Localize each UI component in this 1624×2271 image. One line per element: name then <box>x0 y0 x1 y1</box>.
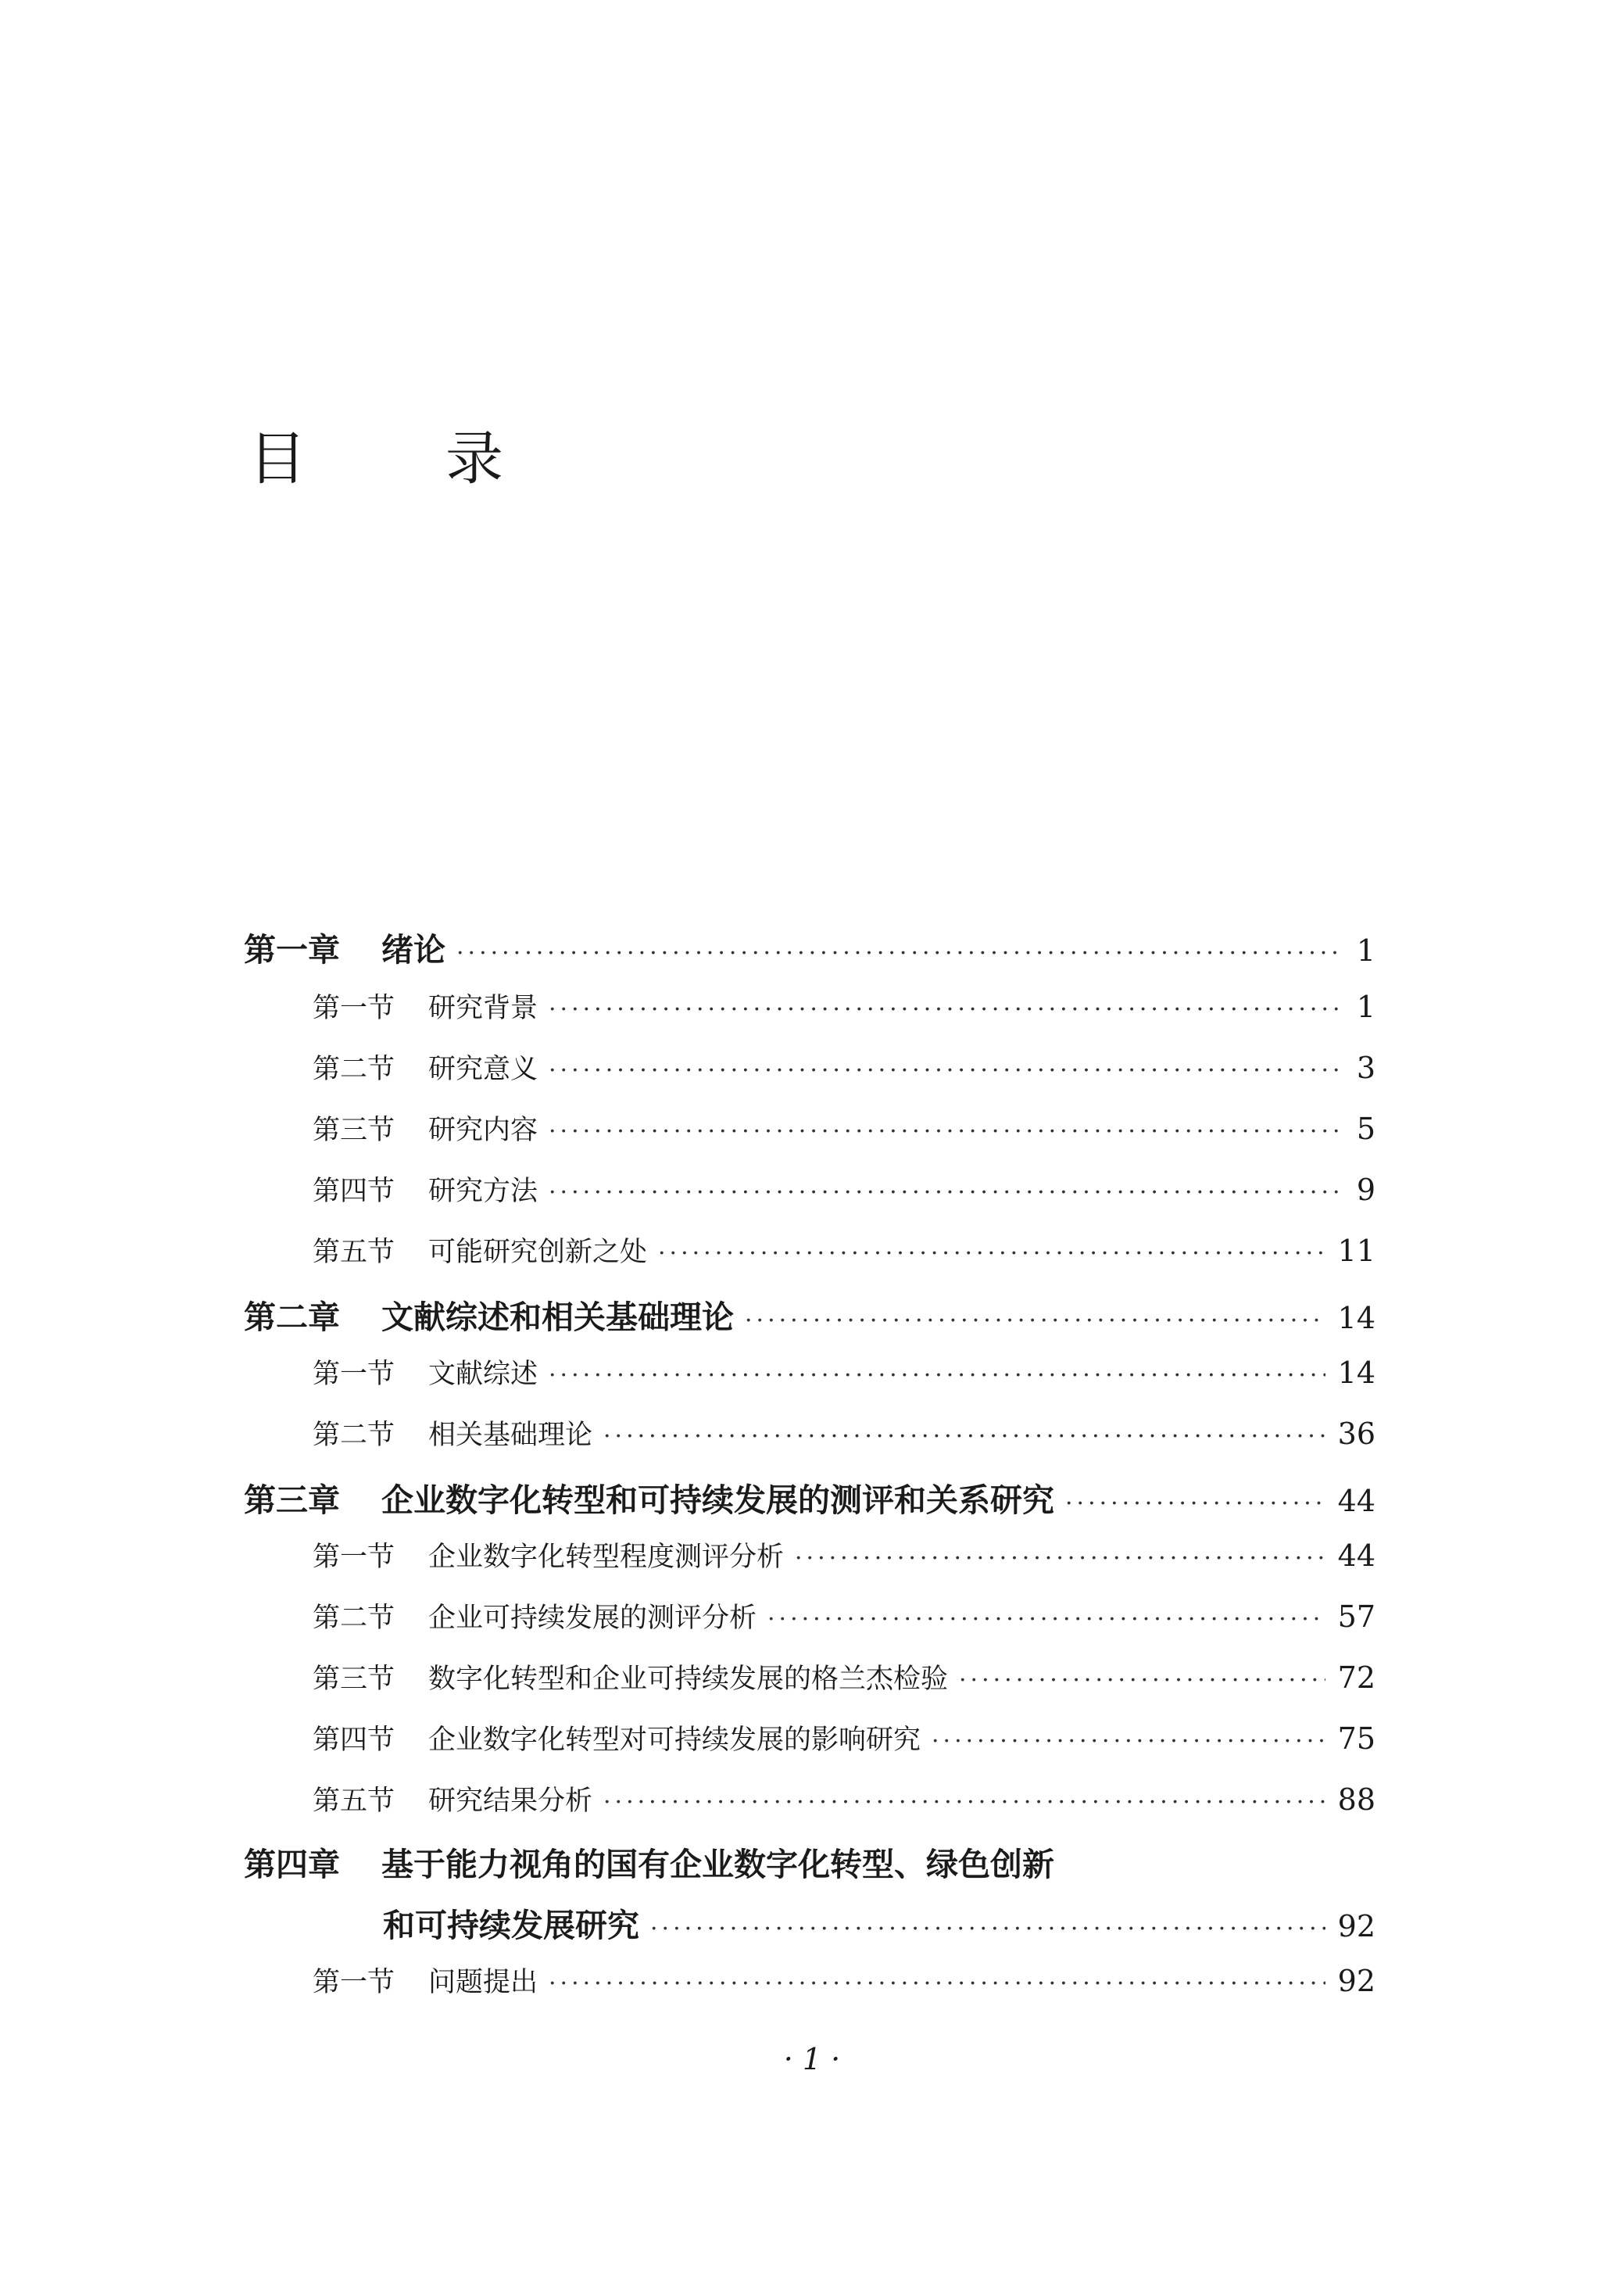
page-ref: 14 <box>1337 1356 1375 1390</box>
page-title: 目录 <box>249 425 642 493</box>
section-title: 企业可持续发展的测评分析 <box>428 1603 757 1634</box>
section-title: 研究内容 <box>428 1115 538 1146</box>
toc-chapter-entry[interactable] <box>244 1839 1375 1885</box>
chapter-title: 企业数字化转型和可持续发展的测评和关系研究 <box>381 1481 1054 1519</box>
section-number: 第一节 <box>313 1967 395 1998</box>
page-ref: 36 <box>1337 1417 1375 1451</box>
dot-leader <box>549 1970 1325 1997</box>
toc-section-entry[interactable] <box>313 1961 1375 2000</box>
toc-section-entry[interactable] <box>313 1413 1375 1453</box>
section-title: 文献综述 <box>428 1359 538 1390</box>
dot-leader <box>456 940 1344 967</box>
dot-leader <box>650 1915 1325 1943</box>
page-ref: 72 <box>1337 1660 1375 1695</box>
dot-leader <box>658 1240 1325 1267</box>
dot-leader <box>932 1728 1325 1755</box>
section-number: 第三节 <box>313 1115 395 1146</box>
toc-section-entry[interactable] <box>313 1048 1375 1087</box>
toc-section-entry[interactable] <box>313 1109 1375 1148</box>
chapter-title: 基于能力视角的国有企业数字化转型、绿色创新 <box>381 1846 1054 1883</box>
dot-leader <box>549 996 1344 1023</box>
dot-leader <box>767 1606 1325 1633</box>
page-ref: 3 <box>1356 1051 1375 1085</box>
toc-section-entry[interactable] <box>313 1657 1375 1696</box>
dot-leader <box>549 1362 1325 1389</box>
toc-section-entry[interactable] <box>313 1779 1375 1818</box>
section-number: 第二节 <box>313 1420 395 1451</box>
section-title: 研究意义 <box>428 1054 538 1085</box>
section-number: 第一节 <box>313 993 395 1024</box>
chapter-title: 绪论 <box>381 931 445 969</box>
section-number: 第一节 <box>313 1359 395 1390</box>
toc-section-entry[interactable] <box>313 1230 1375 1270</box>
section-number: 第四节 <box>313 1176 395 1207</box>
page-ref: 44 <box>1337 1538 1375 1573</box>
chapter-number: 第一章 <box>244 931 340 969</box>
toc-section-entry[interactable] <box>313 1718 1375 1757</box>
section-title: 可能研究创新之处 <box>428 1237 648 1268</box>
page-ref: 9 <box>1356 1173 1375 1207</box>
dot-leader <box>603 1789 1325 1816</box>
toc-section-entry[interactable] <box>313 1596 1375 1635</box>
toc-chapter-entry[interactable] <box>244 1291 1375 1338</box>
toc-section-entry[interactable] <box>313 1170 1375 1209</box>
section-title: 相关基础理论 <box>428 1420 593 1451</box>
section-title: 研究结果分析 <box>428 1786 593 1817</box>
section-title: 企业数字化转型程度测评分析 <box>428 1542 785 1573</box>
section-title: 企业数字化转型对可持续发展的影响研究 <box>428 1725 921 1756</box>
section-title: 问题提出 <box>428 1967 538 1998</box>
page-ref: 11 <box>1337 1234 1375 1268</box>
section-title: 研究背景 <box>428 993 538 1024</box>
dot-leader <box>549 1057 1344 1084</box>
section-title: 研究方法 <box>428 1176 538 1207</box>
dot-leader <box>549 1118 1344 1145</box>
page-ref: 92 <box>1337 1964 1375 1998</box>
chapter-title: 文献综述和相关基础理论 <box>381 1298 734 1336</box>
page-ref: 57 <box>1337 1599 1375 1634</box>
toc-section-entry[interactable] <box>313 1535 1375 1574</box>
toc-chapter-entry[interactable] <box>383 1900 1375 1946</box>
chapter-number: 第二章 <box>244 1298 340 1336</box>
section-number: 第五节 <box>313 1786 395 1817</box>
page-ref: 92 <box>1337 1909 1375 1943</box>
page-ref: 75 <box>1337 1721 1375 1756</box>
dot-leader <box>549 1179 1344 1206</box>
chapter-number: 第三章 <box>244 1481 340 1519</box>
toc-chapter-entry[interactable] <box>244 1474 1375 1521</box>
toc-chapter-entry[interactable] <box>244 924 1375 970</box>
dot-leader <box>959 1667 1325 1694</box>
page-number: · 1 · <box>783 2042 841 2076</box>
section-number: 第四节 <box>313 1725 395 1756</box>
section-number: 第三节 <box>313 1664 395 1695</box>
section-title: 数字化转型和企业可持续发展的格兰杰检验 <box>428 1664 949 1695</box>
dot-leader <box>603 1423 1325 1450</box>
section-number: 第一节 <box>313 1542 395 1573</box>
chapter-number: 第四章 <box>244 1846 340 1883</box>
section-number: 第五节 <box>313 1237 395 1268</box>
dot-leader <box>745 1307 1325 1334</box>
dot-leader <box>795 1545 1325 1572</box>
chapter-title: 和可持续发展研究 <box>383 1907 639 1944</box>
section-number: 第二节 <box>313 1054 395 1085</box>
page-ref: 1 <box>1356 990 1375 1024</box>
page-ref: 1 <box>1356 933 1375 968</box>
section-number: 第二节 <box>313 1603 395 1634</box>
page-ref: 14 <box>1337 1301 1375 1335</box>
page-ref: 88 <box>1337 1782 1375 1817</box>
page-ref: 44 <box>1337 1484 1375 1518</box>
toc-section-entry[interactable] <box>313 1352 1375 1392</box>
dot-leader <box>1065 1490 1325 1517</box>
toc-section-entry[interactable] <box>313 987 1375 1026</box>
page-ref: 5 <box>1356 1112 1375 1146</box>
